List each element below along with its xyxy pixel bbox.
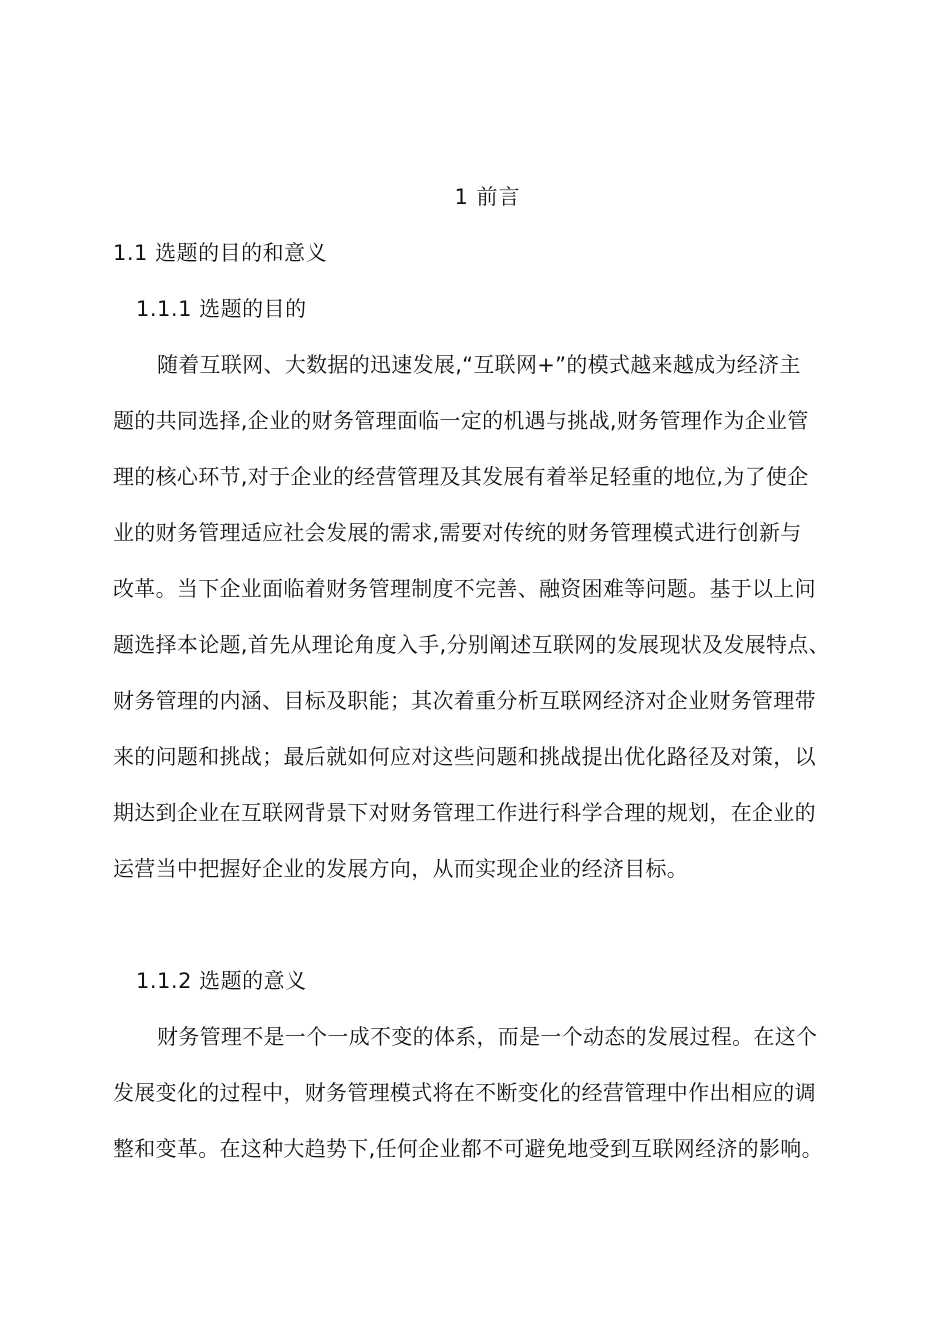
paragraph-purpose [113,351,873,911]
text-line: 运营当中把握好企业的发展方向，从而实现企业的经济目标。 [113,857,689,881]
text-line: 改革。当下企业面临着财务管理制度不完善、融资困难等问题。基于以上问 [113,577,816,601]
chapter-title: 1 前言 [454,185,521,209]
subsection-title-significance: 1.1.2 选题的意义 [136,969,307,993]
subsection-title-purpose: 1.1.1 选题的目的 [136,297,307,321]
text-line: 业的财务管理适应社会发展的需求,需要对传统的财务管理模式进行创新与 [113,521,802,545]
text-line: 题的共同选择,企业的财务管理面临一定的机遇与挑战,财务管理作为企业管 [113,409,809,433]
text-line: 财务管理的内涵、目标及职能；其次着重分析互联网经济对企业财务管理带 [113,689,816,713]
text-line: 期达到企业在互联网背景下对财务管理工作进行科学合理的规划，在企业的 [113,801,816,825]
text-line: 理的核心环节,对于企业的经营管理及其发展有着举足轻重的地位,为了使企 [113,465,809,489]
text-line: 随着互联网、大数据的迅速发展,“互联网+”的模式越来越成为经济主 [157,353,801,377]
text-line: 发展变化的过程中，财务管理模式将在不断变化的经营管理中作出相应的调 [113,1081,816,1105]
text-line: 来的问题和挑战；最后就如何应对这些问题和挑战提出优化路径及对策，以 [113,745,816,769]
text-line: 整和变革。在这种大趋势下,任何企业都不可避免地受到互联网经济的影响。 [113,1137,823,1161]
paragraph-significance [113,1023,873,1191]
text-line: 财务管理不是一个一成不变的体系，而是一个动态的发展过程。在这个 [157,1025,818,1049]
text-line: 题选择本论题,首先从理论角度入手,分别阐述互联网的发展现状及发展特点、 [113,633,830,657]
section-title: 1.1 选题的目的和意义 [113,241,328,265]
